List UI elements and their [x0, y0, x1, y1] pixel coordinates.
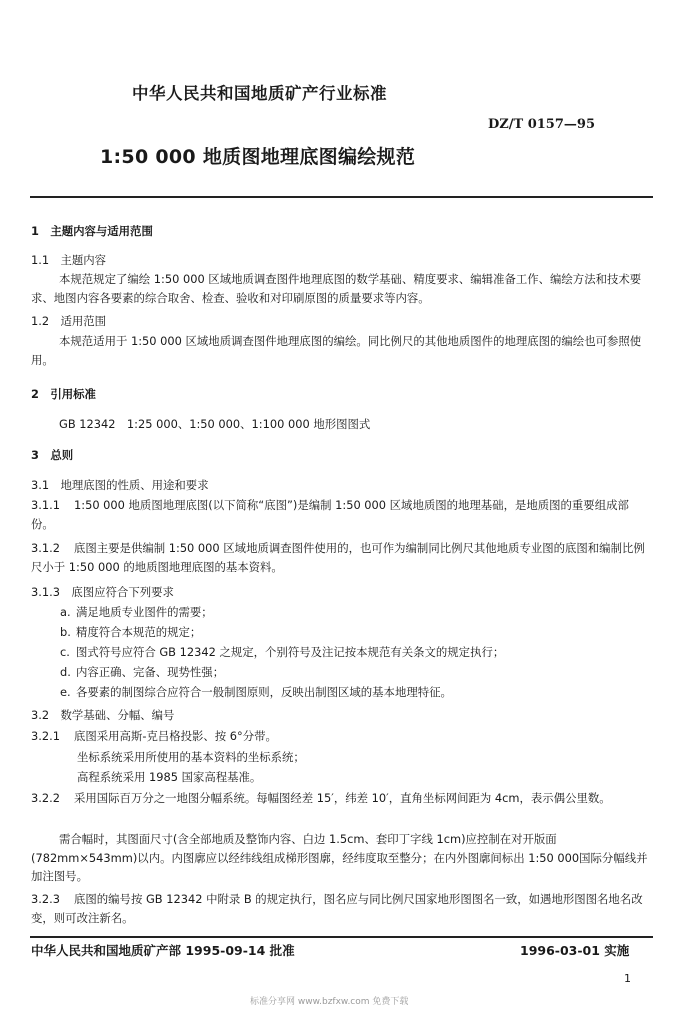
list-item-label: c. — [60, 645, 70, 659]
section-3-2-1-body: 底图采用高斯-克吕格投影、按 6°分带。 — [73, 729, 277, 743]
section-3-2-3-text — [31, 890, 651, 927]
list-item-label: e. — [60, 685, 71, 699]
section-3-heading: 3 总则 — [31, 448, 74, 462]
list-item-e — [60, 684, 452, 700]
section-1-1-heading: 1.1 主题内容 — [31, 253, 107, 267]
section-3-1-1-label: 3.1.1 — [31, 498, 60, 512]
section-3-2-3-label: 3.2.3 — [31, 892, 60, 906]
section-3-2-2-label: 3.2.2 — [31, 791, 60, 805]
list-item-label: b. — [60, 625, 71, 639]
approval-info: 中华人民共和国地质矿产部 1995-09-14 批准 — [31, 943, 295, 958]
section-3-2-2-text2: 需合幅时，其图面尺寸(含全部地质及整饰内容、白边 1.5cm、套印丁字线 1cm)应控制在对开版面(782mm×543mm)以内。内图廓应以经纬线组成梯形图廓，经纬度取至整分；在内外图廓间标出 1:50 000国际分幅线并加注图号。 — [31, 832, 648, 883]
list-item-d — [60, 664, 224, 680]
list-item-text: 精度符合本规范的规定； — [76, 625, 202, 639]
section-3-1-2-text — [31, 539, 651, 576]
section-1-heading: 1 主题内容与适用范围 — [31, 224, 153, 238]
standard-category: 中华人民共和国地质矿产行业标准 — [132, 84, 387, 103]
list-item-text: 满足地质专业图件的需要； — [76, 605, 213, 619]
section-3-2-1-label: 3.2.1 — [31, 729, 60, 743]
section-1-2-text: 本规范适用于 1:50 000 区域地质调查图件地理底图的编绘。同比例尺的其他地质图件的地理底图的编绘也可参照使用。 — [31, 334, 642, 367]
section-3-2-1-line3: 高程系统采用 1985 国家高程基准。 — [77, 770, 262, 784]
section-1-2-heading: 1.2 适用范围 — [31, 314, 107, 328]
section-3-1-1-text — [31, 496, 651, 533]
section-3-2-2-text — [31, 789, 651, 808]
section-3-1-2-body: 底图主要是供编制 1:50 000 区域地质调查图件使用的，也可作为编制同比例尺其他地质专业图的底图和编制比例尺小于 1:50 000 的地质图地理底图的基本资料。 — [31, 541, 645, 574]
list-item-c — [60, 644, 504, 660]
list-item-label: d. — [60, 665, 71, 679]
footer-divider — [30, 936, 653, 938]
header-divider — [30, 196, 653, 198]
list-item-label: a. — [60, 605, 71, 619]
section-3-1-1-body: 1:50 000 地质图地理底图(以下简称“底图”)是编制 1:50 000 区域地质图的地理基础，是地质图的重要组成部份。 — [31, 498, 629, 531]
list-item-text: 各要素的制图综合应符合一般制图原则，反映出制图区域的基本地理特征。 — [76, 685, 452, 699]
standard-number: DZ/T 0157—95 — [488, 117, 595, 132]
page-number: 1 — [624, 972, 631, 985]
section-1-1-text: 本规范规定了编绘 1:50 000 区域地质调查图件地理底图的数学基础、精度要求、编辑准备工作、编绘方法和技术要求、地图内容各要素的综合取舍、检查、验收和对印刷原图的质量要求等内容。 — [31, 272, 642, 305]
section-3-1-heading: 3.1 地理底图的性质、用途和要求 — [31, 478, 209, 492]
section-2-heading: 2 引用标准 — [31, 387, 96, 401]
section-3-1-2-label: 3.1.2 — [31, 541, 60, 555]
section-3-1-3-heading: 3.1.3 底图应符合下列要求 — [31, 585, 174, 599]
section-3-2-1-line1 — [31, 727, 277, 745]
section-3-2-heading: 3.2 数学基础、分幅、编号 — [31, 708, 175, 722]
watermark: 标准分享网 www.bzfxw.com 免费下载 — [250, 997, 409, 1007]
list-item-text: 内容正确、完备、现势性强； — [76, 665, 225, 679]
section-3-2-2-body: 采用国际百万分之一地图分幅系统。每幅图经差 15′，纬差 10′，直角坐标网间距为 4cm，表示偶公里数。 — [73, 791, 611, 805]
list-item-b — [60, 624, 201, 640]
implementation-date: 1996-03-01 实施 — [520, 943, 630, 958]
list-item-text: 图式符号应符合 GB 12342 之规定，个别符号及注记按本规范有关条文的规定执行； — [76, 645, 505, 659]
section-3-2-1-line2: 坐标系统采用所使用的基本资料的坐标系统； — [77, 750, 305, 764]
list-item-a — [60, 604, 213, 620]
page-title: 1:50 000 地质图地理底图编绘规范 — [100, 146, 416, 168]
section-3-2-3-body: 底图的编号按 GB 12342 中附录 B 的规定执行，图名应与同比例尺国家地形图图名一致，如遇地形图图名地名改变，则可改注新名。 — [31, 892, 643, 925]
section-2-text: GB 12342 1:25 000、1:50 000、1:100 000 地形图图式 — [59, 417, 371, 431]
